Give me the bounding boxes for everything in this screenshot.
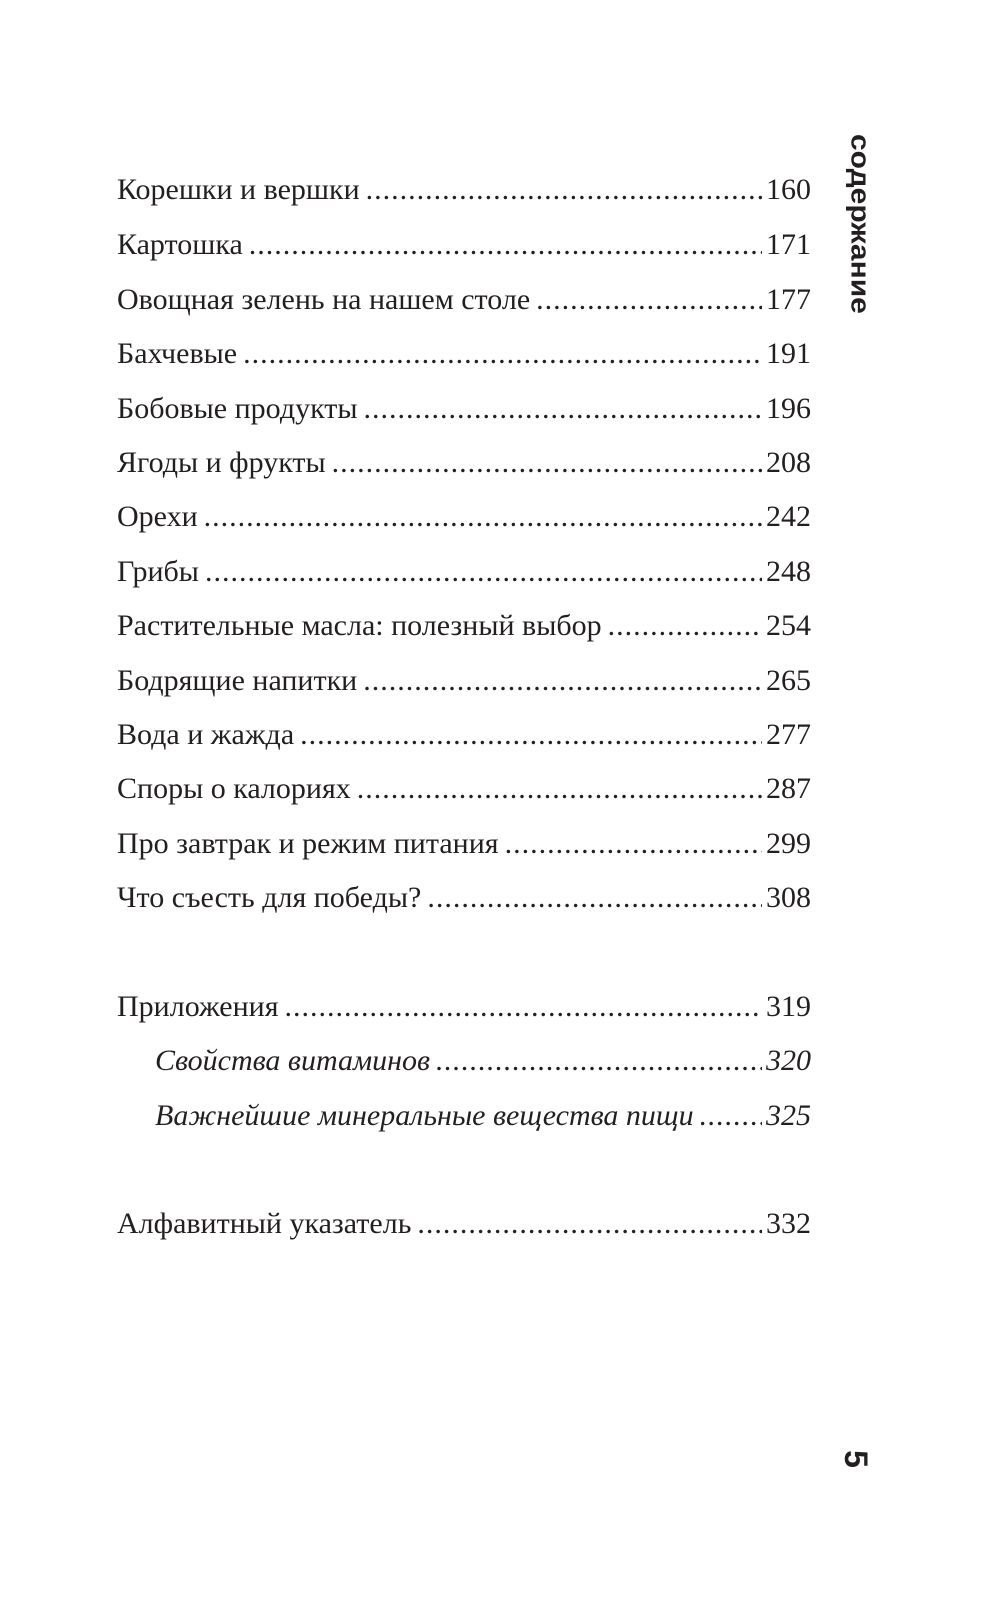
- toc-entry[interactable]: [117, 878, 811, 918]
- dot-leader: [436, 1041, 762, 1081]
- toc-entry-page: 319: [766, 990, 811, 1023]
- toc-entry-title: Споры о калориях: [117, 772, 351, 805]
- toc-entry-page: 299: [766, 827, 811, 860]
- dot-leader: [357, 769, 762, 809]
- dot-leader: [300, 715, 762, 755]
- toc-entry-title: Орехи: [117, 500, 198, 533]
- toc-subentry[interactable]: [155, 1096, 811, 1136]
- toc-entry-title: Бобовые продукты: [117, 392, 358, 425]
- toc-entry-page: 265: [766, 664, 811, 697]
- toc-entry[interactable]: [117, 280, 811, 320]
- toc-entry[interactable]: [117, 824, 811, 864]
- toc-entry-title: Про завтрак и режим питания: [117, 827, 499, 860]
- dot-leader: [205, 552, 762, 592]
- toc-entry-page: 208: [766, 446, 811, 479]
- toc-subentry-title: Важнейшие минеральные вещества пищи: [155, 1099, 694, 1132]
- dot-leader: [366, 170, 762, 210]
- toc-entry-page: 332: [766, 1207, 811, 1240]
- toc-entry[interactable]: [117, 661, 811, 701]
- toc-entry[interactable]: [117, 606, 811, 646]
- toc-entry-title: Грибы: [117, 555, 199, 588]
- dot-leader: [285, 987, 763, 1027]
- dot-leader: [204, 497, 762, 537]
- toc-entry-page: 160: [766, 173, 811, 206]
- toc-subentry-page: 325: [766, 1099, 811, 1132]
- dot-leader: [243, 334, 762, 374]
- toc-entry-title: Бодрящие напитки: [117, 664, 358, 697]
- dot-leader: [249, 225, 762, 265]
- toc-entry-page: 254: [766, 609, 811, 642]
- dot-leader: [332, 443, 762, 483]
- toc-entry[interactable]: [117, 552, 811, 592]
- toc-entry[interactable]: [117, 715, 811, 755]
- toc-entry-page: 196: [766, 392, 811, 425]
- toc-entry[interactable]: [117, 225, 811, 265]
- dot-leader: [505, 824, 762, 864]
- toc-entry[interactable]: [117, 497, 811, 537]
- toc-entry-title: Вода и жажда: [117, 718, 295, 751]
- toc-subentry-title: Свойства витаминов: [155, 1044, 431, 1077]
- dot-leader: [700, 1096, 762, 1136]
- dot-leader: [536, 280, 762, 320]
- toc-entry-page: 287: [766, 772, 811, 805]
- section-label: содержание: [845, 134, 874, 314]
- page-number: 5: [838, 1450, 874, 1468]
- toc-entry-title: Растительные масла: полезный выбор: [117, 609, 602, 642]
- toc-entry-title: Ягоды и фрукты: [117, 446, 326, 479]
- dot-leader: [608, 606, 762, 646]
- toc-entry-page: 308: [766, 881, 811, 914]
- dot-leader: [363, 661, 762, 701]
- toc-entry-title: Что съесть для победы?: [117, 881, 422, 914]
- toc-entry-title: Картошка: [117, 228, 243, 261]
- dot-leader: [417, 1204, 762, 1244]
- toc-entry[interactable]: [117, 389, 811, 429]
- toc-entry-page: 248: [766, 555, 811, 588]
- toc-entry-title: Овощная зелень на нашем столе: [117, 283, 531, 316]
- toc-entry[interactable]: [117, 334, 811, 374]
- toc-subentry-page: 320: [766, 1044, 811, 1077]
- toc-subentry[interactable]: [155, 1041, 811, 1081]
- dot-leader: [427, 878, 762, 918]
- toc-entry-index[interactable]: [117, 1204, 811, 1244]
- toc-entry[interactable]: [117, 769, 811, 809]
- toc-entry-page: 191: [766, 337, 811, 370]
- toc-entry-page: 242: [766, 500, 811, 533]
- toc-entry[interactable]: [117, 443, 811, 483]
- toc-entry-page: 177: [766, 283, 811, 316]
- dot-leader: [364, 389, 762, 429]
- toc-entry-page: 277: [766, 718, 811, 751]
- toc-entry-title: Алфавитный указатель: [117, 1207, 412, 1240]
- toc-entry-title: Приложения: [117, 990, 279, 1023]
- toc-entry-title: Бахчевые: [117, 337, 238, 370]
- toc-entry-title: Корешки и вершки: [117, 173, 360, 206]
- toc-entry[interactable]: [117, 170, 811, 210]
- toc-entry-page: 171: [766, 228, 811, 261]
- toc-entry-appendix[interactable]: [117, 987, 811, 1027]
